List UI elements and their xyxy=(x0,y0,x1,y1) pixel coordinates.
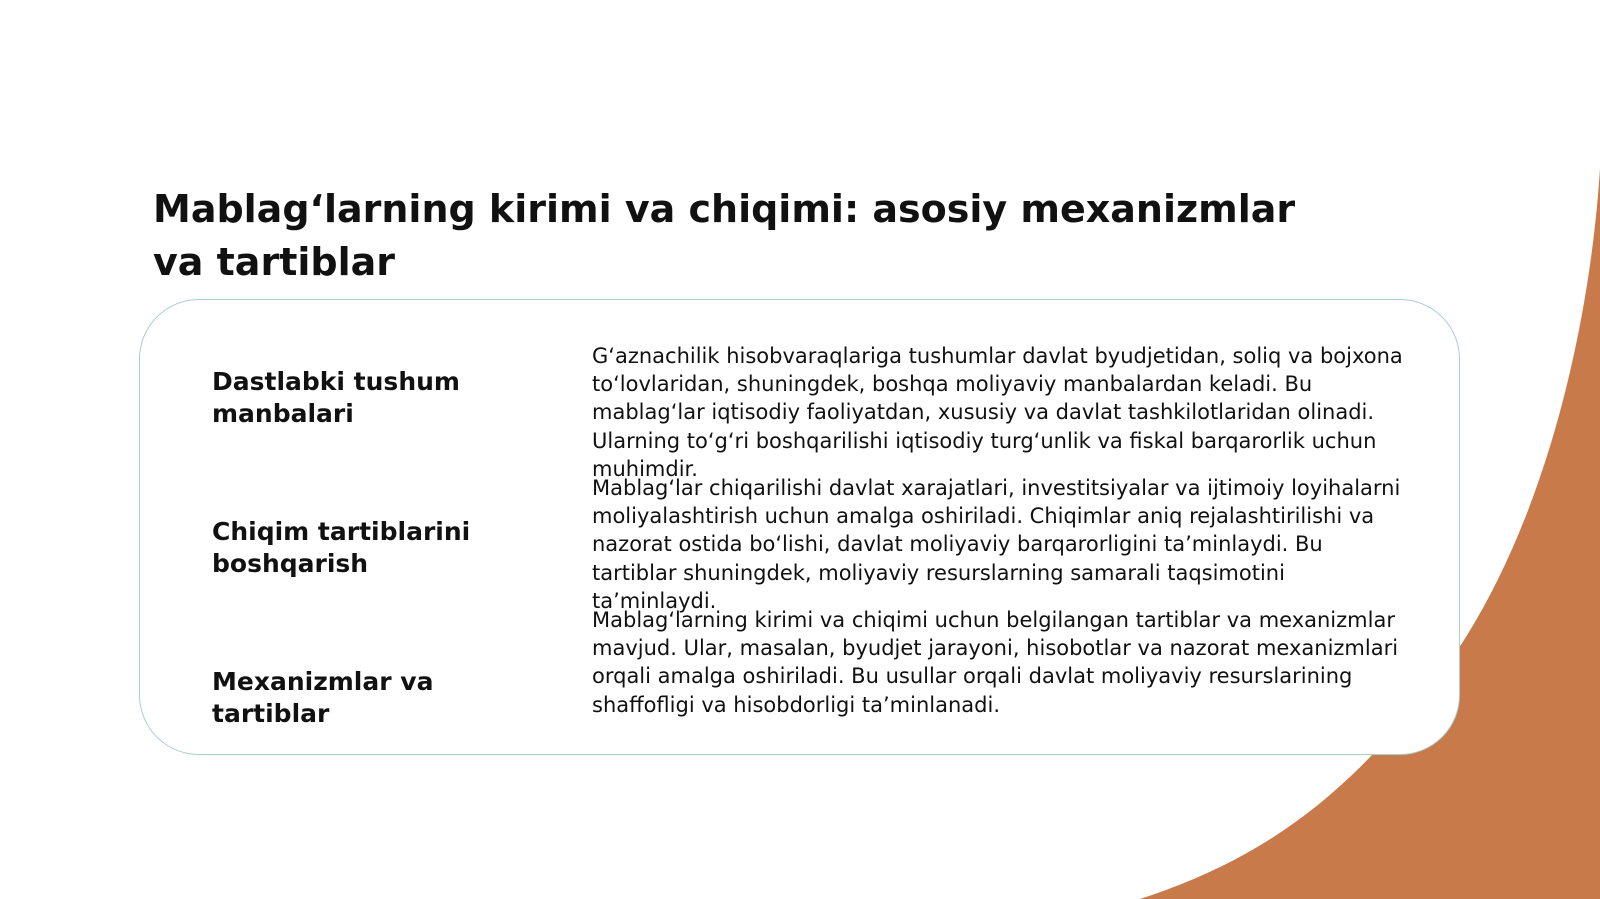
row-label-expenditure-management: Chiqim tartiblarini boshqarish xyxy=(212,517,471,578)
row-text-initial-revenue-sources: G‘aznachilik hisobvaraqlariga tushumlar davlat byudjetidan, soliq va bojxona to‘lovlaridan, shuningdek, boshqa moliyaviy manbalardan keladi. Bu mablag‘lar iqtisodiy faoliyatdan, xususiy va davlat tashkilotlaridan olinadi. Ularning to‘g‘ri boshqarilishi iqtisodiy turg‘unlik va fiskal barqarorlik uchun muhimdir. xyxy=(592,344,1403,481)
row-label-initial-revenue-sources: Dastlabki tushum manbalari xyxy=(212,367,460,428)
row-text-expenditure-management: Mablag‘lar chiqarilishi davlat xarajatlari, investitsiyalar va ijtimoiy loyihalarni moliyalashtirish uchun amalga oshiriladi. Chiqimlar aniq rejalashtirilishi va nazorat ostida bo‘lishi, davlat moliyaviy barqarorligini ta’minlaydi. Bu tartiblar shuningdek, moliyaviy resurslarning samarali taqsimotini ta’minlaydi. xyxy=(592,476,1401,613)
row-label-mechanisms-and-procedures: Mexanizmlar va tartiblar xyxy=(212,667,434,728)
slide-title: Mablag‘larning kirimi va chiqimi: asosiy mexanizmlar va tartiblar xyxy=(153,187,1296,284)
row-text-mechanisms-and-procedures: Mablag‘larning kirimi va chiqimi uchun belgilangan tartiblar va mexanizmlar mavjud. Ular, masalan, byudjet jarayoni, hisobotlar va nazorat mexanizmlari orqali amalga oshiriladi. Bu usullar orqali davlat moliyaviy resurslarining shaffofligi va hisobdorligi ta’minlanadi. xyxy=(592,608,1399,717)
